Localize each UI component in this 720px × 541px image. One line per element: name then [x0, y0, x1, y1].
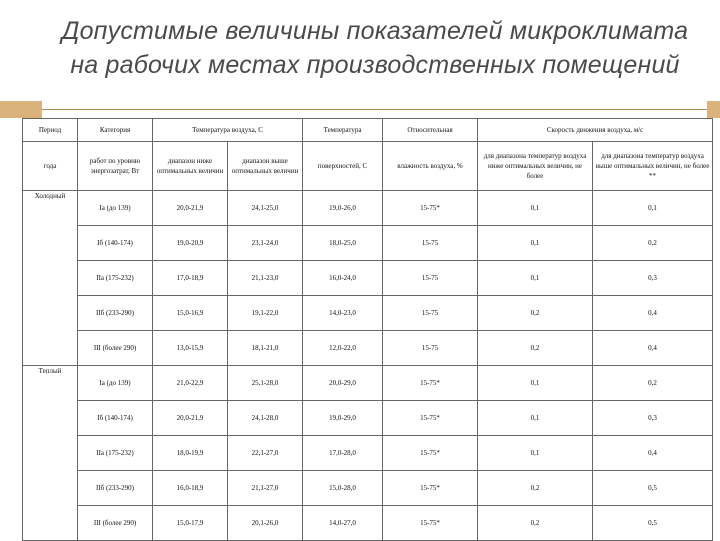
title-divider	[42, 109, 707, 110]
cell-category: Iб (140-174)	[78, 226, 153, 261]
cell-humidity: 15-75*	[383, 191, 478, 226]
cell-humidity: 15-75*	[383, 401, 478, 436]
cell-temp-low: 19,0-20,9	[153, 226, 228, 261]
cell-temp-low: 20,0-21,9	[153, 401, 228, 436]
cell-humidity: 15-75*	[383, 506, 478, 541]
cell-speed-high: 0,2	[593, 226, 713, 261]
period-warm	[23, 366, 78, 541]
cell-surface: 20,0-29,0	[303, 366, 383, 401]
cell-category: IIа (175-232)	[78, 436, 153, 471]
cell-surface: 15,0-28,0	[303, 471, 383, 506]
cell-temp-high: 24,1-25,0	[228, 191, 303, 226]
cell-speed-low: 0,1	[478, 366, 593, 401]
header-humidity-bottom: влажность воздуха, %	[383, 142, 478, 191]
cell-category: Iа (до 139)	[78, 366, 153, 401]
cell-speed-low: 0,1	[478, 191, 593, 226]
header-row-1	[23, 119, 713, 142]
header-period-bottom: года	[23, 142, 78, 191]
cell-speed-high: 0,4	[593, 436, 713, 471]
cell-speed-low: 0,1	[478, 436, 593, 471]
title-line-2: на рабочих местах производственных помещений	[70, 51, 680, 79]
table-row	[23, 471, 713, 506]
cell-surface: 18,0-25,0	[303, 226, 383, 261]
cell-category: IIб (233-290)	[78, 296, 153, 331]
table-row	[23, 331, 713, 366]
header-temp-above: диапазон выше оптимальных величин	[228, 142, 303, 191]
cell-speed-high: 0,2	[593, 366, 713, 401]
table-row	[23, 366, 713, 401]
cell-speed-low: 0,2	[478, 506, 593, 541]
cell-temp-low: 18,0-19,9	[153, 436, 228, 471]
cell-humidity: 15-75	[383, 296, 478, 331]
table-row	[23, 191, 713, 226]
header-temp-air: Температура воздуха, С	[153, 119, 303, 142]
period-label: Холодный	[34, 192, 66, 200]
cell-speed-high: 0,3	[593, 401, 713, 436]
cell-speed-high: 0,4	[593, 296, 713, 331]
table-row	[23, 436, 713, 471]
cell-temp-low: 20,0-21,9	[153, 191, 228, 226]
cell-surface: 17,0-28,0	[303, 436, 383, 471]
accent-bar-right	[707, 101, 720, 118]
cell-surface: 19,0-26,0	[303, 191, 383, 226]
cell-speed-low: 0,1	[478, 226, 593, 261]
cell-humidity: 15-75*	[383, 366, 478, 401]
header-surface-bottom: поверхностей, С	[303, 142, 383, 191]
cell-speed-low: 0,2	[478, 471, 593, 506]
cell-surface: 12,0-22,0	[303, 331, 383, 366]
period-label: Теплый	[38, 367, 62, 375]
cell-category: IIа (175-232)	[78, 261, 153, 296]
cell-category: Iб (140-174)	[78, 401, 153, 436]
cell-temp-low: 15,0-16,9	[153, 296, 228, 331]
cell-surface: 16,0-24,0	[303, 261, 383, 296]
header-temp-below: диапазон ниже оптимальных величин	[153, 142, 228, 191]
slide-title	[40, 14, 710, 82]
cell-temp-high: 22,1-27,0	[228, 436, 303, 471]
cell-temp-high: 18,1-21,0	[228, 331, 303, 366]
cell-speed-high: 0,1	[593, 191, 713, 226]
table-row	[23, 261, 713, 296]
cell-temp-high: 19,1-22,0	[228, 296, 303, 331]
cell-speed-low: 0,2	[478, 331, 593, 366]
cell-speed-low: 0,1	[478, 261, 593, 296]
header-period-top: Период	[23, 119, 78, 142]
cell-temp-low: 13,0-15,9	[153, 331, 228, 366]
period-cold	[23, 191, 78, 366]
cell-temp-low: 16,0-18,9	[153, 471, 228, 506]
cell-temp-high: 21,1-27,0	[228, 471, 303, 506]
cell-speed-high: 0,5	[593, 506, 713, 541]
cell-speed-high: 0,3	[593, 261, 713, 296]
cell-surface: 14,0-23,0	[303, 296, 383, 331]
header-humidity-top: Относительная	[383, 119, 478, 142]
cell-temp-high: 20,1-26,0	[228, 506, 303, 541]
cell-humidity: 15-75	[383, 331, 478, 366]
table-row	[23, 401, 713, 436]
cell-humidity: 15-75*	[383, 436, 478, 471]
microclimate-table	[22, 118, 713, 541]
cell-surface: 19,0-29,0	[303, 401, 383, 436]
header-speed-below: для диапазона температур воздуха ниже оптимальных величин, не более	[478, 142, 593, 191]
cell-temp-high: 21,1-23,0	[228, 261, 303, 296]
cell-temp-high: 25,1-28,0	[228, 366, 303, 401]
header-row-2	[23, 142, 713, 191]
cell-temp-low: 21,0-22,9	[153, 366, 228, 401]
cell-category: IIб (233-290)	[78, 471, 153, 506]
cell-temp-high: 23,1-24,0	[228, 226, 303, 261]
cell-speed-high: 0,4	[593, 331, 713, 366]
header-speed: Скорость движения воздуха, м/с	[478, 119, 713, 142]
cell-category: Iа (до 139)	[78, 191, 153, 226]
cell-speed-low: 0,2	[478, 296, 593, 331]
header-surface-top: Температура	[303, 119, 383, 142]
cell-category: III (более 290)	[78, 331, 153, 366]
table-row	[23, 226, 713, 261]
cell-temp-low: 17,0-18,9	[153, 261, 228, 296]
table-row	[23, 506, 713, 541]
cell-speed-high: 0,5	[593, 471, 713, 506]
cell-surface: 14,0-27,0	[303, 506, 383, 541]
cell-humidity: 15-75*	[383, 471, 478, 506]
cell-humidity: 15-75	[383, 261, 478, 296]
table-row	[23, 296, 713, 331]
cell-category: III (более 290)	[78, 506, 153, 541]
header-category-bottom: работ по уровню энергозатрат, Вт	[78, 142, 153, 191]
cell-speed-low: 0,1	[478, 401, 593, 436]
title-line-1: Допустимые величины показателей микроклимата	[61, 17, 689, 45]
cell-temp-low: 15,0-17,9	[153, 506, 228, 541]
header-speed-above: для диапазона температур воздуха выше оптимальных величин, не более **	[593, 142, 713, 191]
accent-bar-left	[0, 101, 42, 118]
cell-humidity: 15-75	[383, 226, 478, 261]
cell-temp-high: 24,1-28,0	[228, 401, 303, 436]
header-category-top: Категория	[78, 119, 153, 142]
